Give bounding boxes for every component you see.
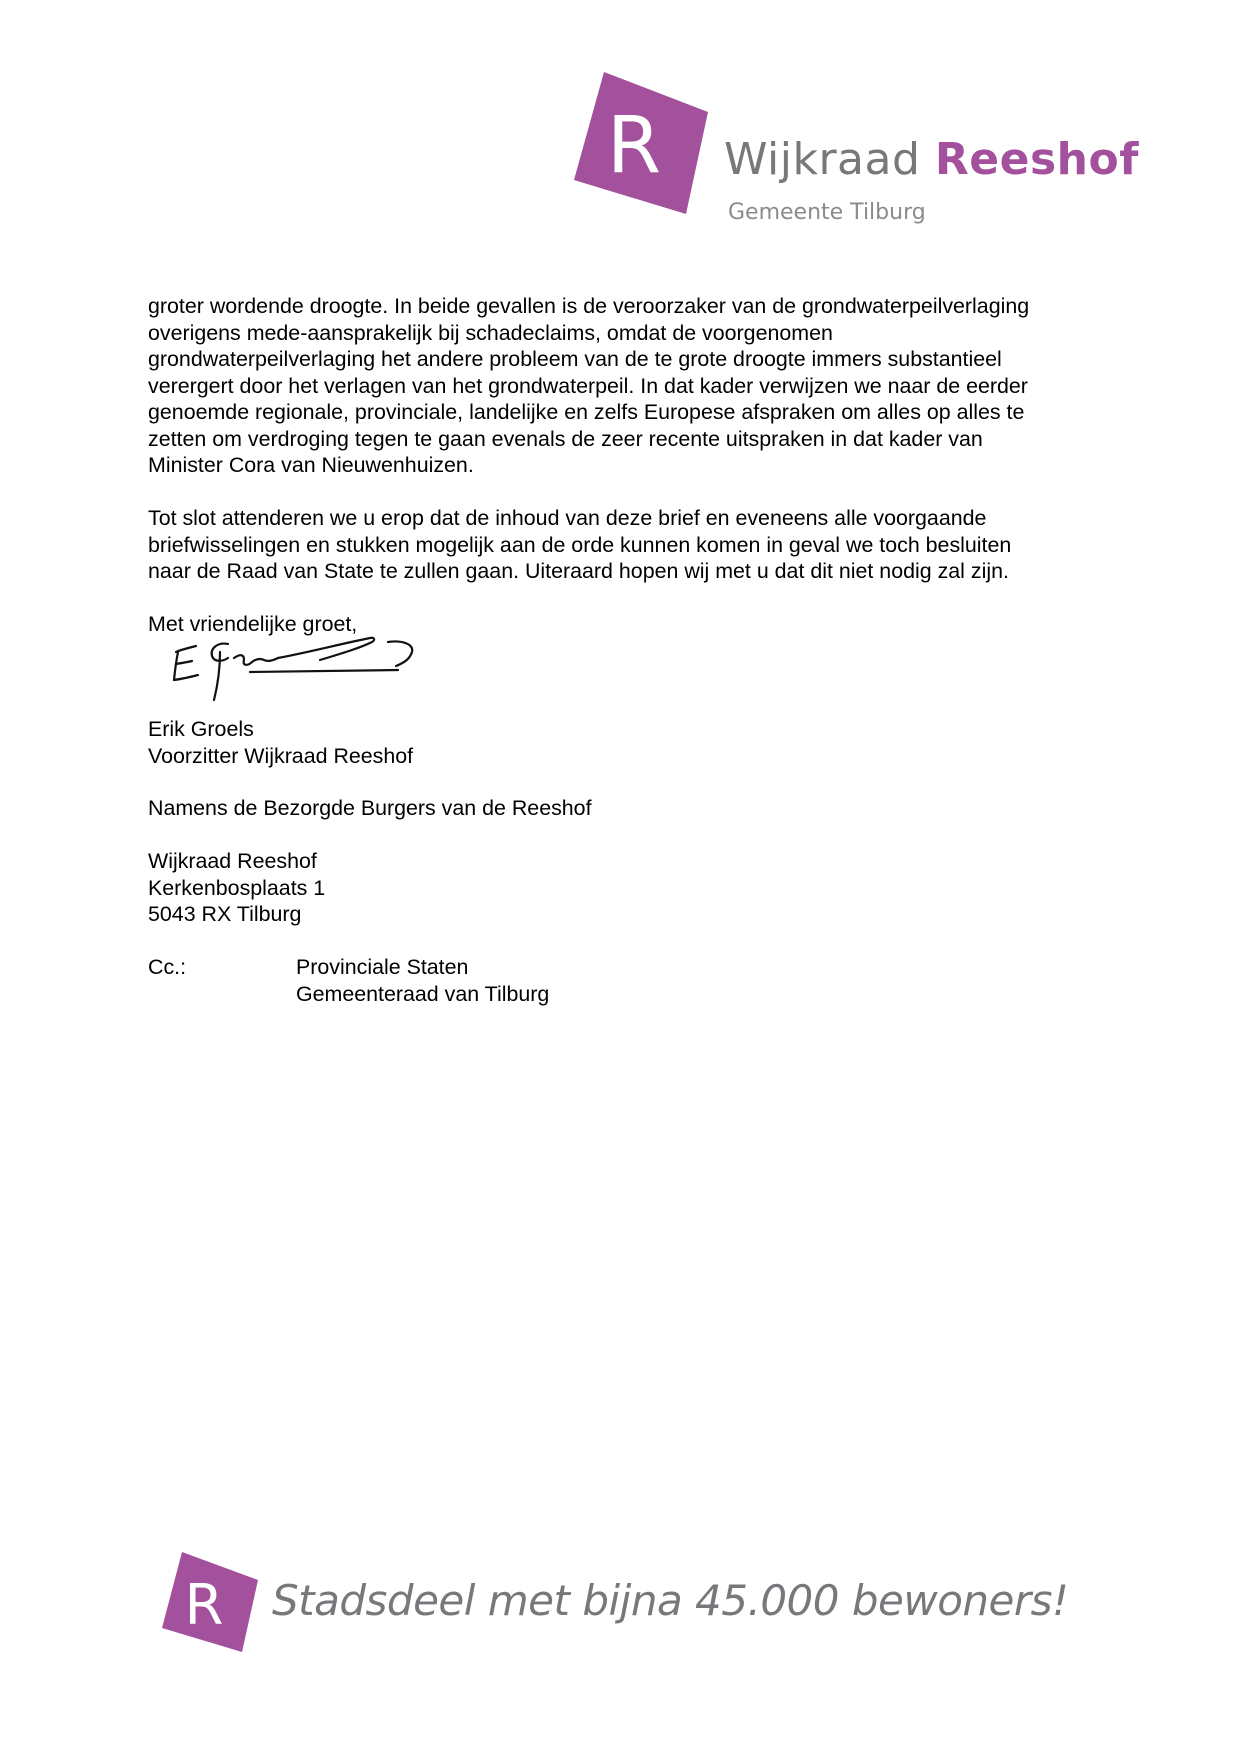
body-line: overigens mede-aansprakelijk bij schadeclaims, omdat de voorgenomen — [148, 320, 833, 345]
paragraph-droogte — [148, 293, 1108, 479]
body-line: zetten om verdroging tegen te gaan evenals de zeer recente uitspraken in dat kader van — [148, 426, 983, 451]
signer-role: Voorzitter Wijkraad Reeshof — [148, 743, 414, 768]
cc-recipient: Gemeenteraad van Tilburg — [296, 981, 550, 1006]
body-line: naar de Raad van State te zullen gaan. Uiteraard hopen wij met u dat dit niet nodig zal zijn. — [148, 559, 1009, 583]
body-line: verergert door het verlagen van het grondwaterpeil. In dat kader verwijzen we naar de eerder — [148, 373, 1028, 398]
letterhead-title-wijkraad: Wijkraad — [724, 134, 921, 185]
address-org: Wijkraad Reeshof — [148, 849, 317, 873]
cc-recipient: Provinciale Staten — [296, 955, 469, 979]
wijkraad-r-logo-icon — [574, 72, 708, 214]
signer-name: Erik Groels — [148, 717, 254, 741]
body-line: genoemde regionale, provinciale, landelijke en zelfs Europese afspraken om alles op alles te — [148, 400, 1025, 424]
body-line: grondwaterpeilverlaging het andere probleem van de te grote droogte immers substantieel — [148, 347, 1002, 371]
letterhead-title-reeshof: Reeshof — [934, 134, 1139, 185]
address-street: Kerkenbosplaats 1 — [148, 875, 326, 900]
address-city: 5043 RX Tilburg — [148, 902, 302, 926]
closing-salutation: Met vriendelijke groet, — [148, 612, 358, 636]
paragraph-raad-van-state — [148, 505, 1108, 585]
footer-r-logo-icon — [162, 1552, 258, 1652]
body-line: Minister Cora van Nieuwenhuizen. — [148, 453, 474, 477]
body-line: Tot slot attenderen we u erop dat de inhoud van deze brief en eveneens alle voorgaande — [148, 506, 987, 530]
body-line: groter wordende droogte. In beide gevallen is de veroorzaker van de grondwaterpeilverlaging — [148, 294, 1030, 318]
letterhead-subtitle: Gemeente Tilburg — [728, 200, 926, 225]
letterhead-logo — [574, 72, 1139, 242]
on-behalf-line: Namens de Bezorgde Burgers van de Reeshof — [148, 796, 592, 820]
handwritten-signature — [170, 632, 440, 712]
letter-body — [148, 293, 1108, 585]
sender-address — [148, 848, 325, 928]
cc-label: Cc.: — [148, 955, 187, 979]
body-line: briefwisselingen en stukken mogelijk aan de orde kunnen komen in geval we toch besluiten — [148, 532, 1012, 557]
svg-text:R: R — [606, 101, 662, 191]
footer-slogan: Stadsdeel met bijna 45.000 bewoners! — [272, 1576, 1069, 1625]
letter-footer — [162, 1552, 1069, 1652]
cc-recipients — [296, 954, 549, 1007]
letterhead-title — [724, 134, 1139, 185]
signer-block — [148, 716, 413, 769]
svg-text:R: R — [184, 1573, 224, 1638]
